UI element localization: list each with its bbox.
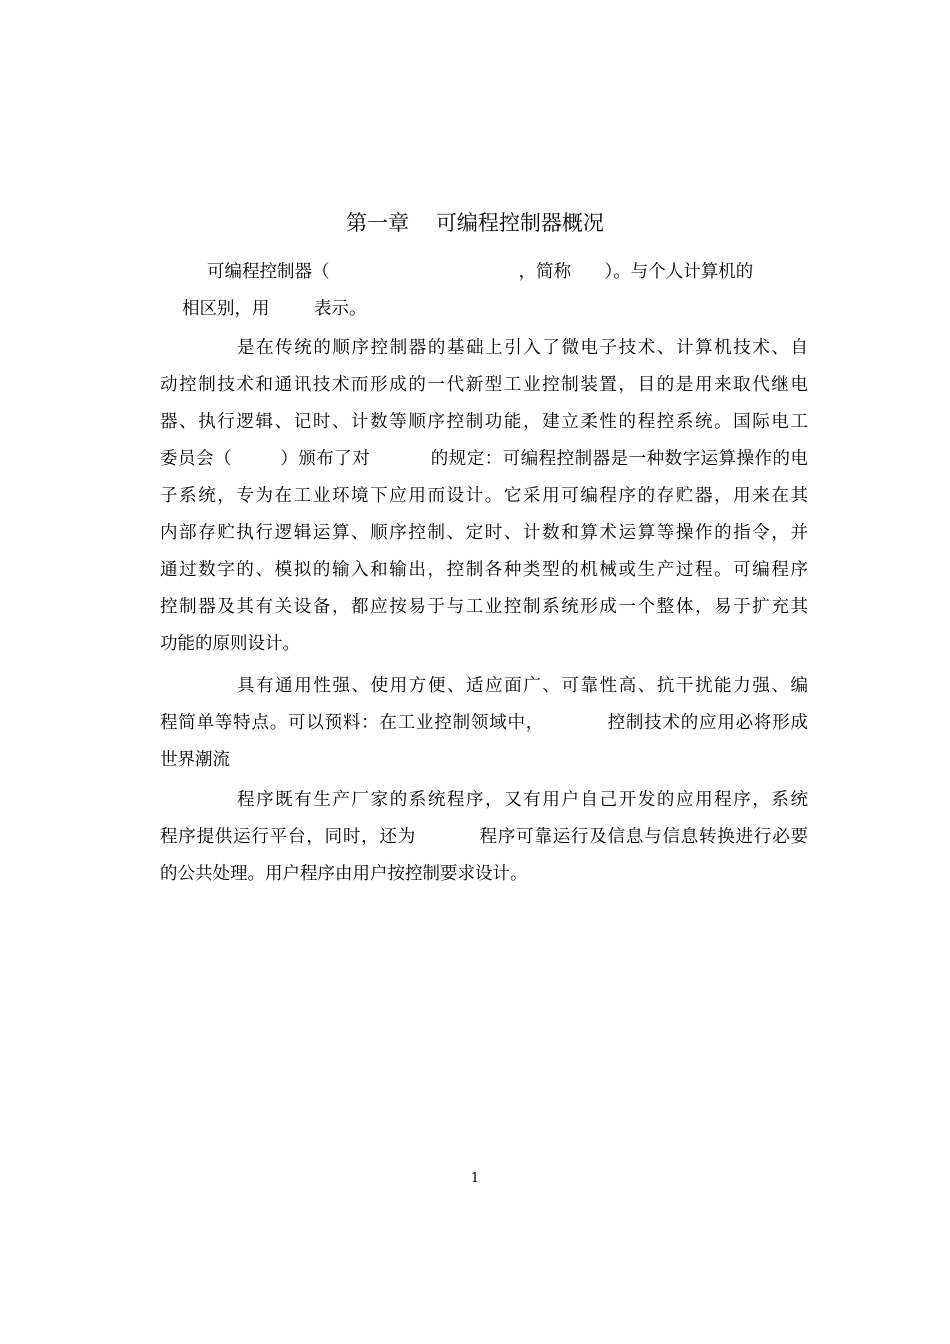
paragraph-2-line-3: 器、执行逻辑、记时、计数等顺序控制功能，建立柔性的程控系统。国际电工 <box>160 412 808 432</box>
page-number: 1 <box>470 1171 480 1186</box>
paragraph-4-line-3: 的公共处理。用户程序由用户按控制要求设计。 <box>160 864 528 884</box>
chapter-title: 第一章 可编程控制器概况 <box>346 211 604 235</box>
paragraph-3-line-3: 世界潮流 <box>160 750 230 770</box>
paragraph-2-line-8: 控制器及其有关设备，都应按易于与工业控制系统形成一个整体，易于扩充其 <box>160 597 808 617</box>
paragraph-2-line-5: 子系统，专为在工业环境下应用而设计。它采用可编程序的存贮器，用来在其 <box>160 486 808 506</box>
paragraph-2-line-2: 动控制技术和通讯技术而形成的一代新型工业控制装置，目的是用来取代继电 <box>160 375 808 395</box>
paragraph-3-line-1: 具有通用性强、使用方便、适应面广、可靠性高、抗干扰能力强、编 <box>237 676 808 696</box>
paragraph-2-line-6: 内部存贮执行逻辑运算、顺序控制、定时、计数和算术运算等操作的指令，并 <box>160 523 808 543</box>
paragraph-3-line-2: 程简单等特点。可以预料：在工业控制领域中， 控制技术的应用必将形成 <box>160 713 808 733</box>
paragraph-1-line-2: 相区别，用 表示。 <box>182 299 367 319</box>
paragraph-4-line-2: 程序提供运行平台，同时，还为 程序可靠运行及信息与信息转换进行必要 <box>160 827 808 847</box>
paragraph-1-line-1: 可编程控制器（ ，简称 ）。与个人计算机的 <box>207 262 754 282</box>
paragraph-2-line-7: 通过数字的、模拟的输入和输出，控制各种类型的机械或生产过程。可编程序 <box>160 560 808 580</box>
paragraph-4-line-1: 程序既有生产厂家的系统程序，又有用户自己开发的应用程序，系统 <box>237 790 808 810</box>
paragraph-2-line-1: 是在传统的顺序控制器的基础上引入了微电子技术、计算机技术、自 <box>237 338 808 358</box>
paragraph-2-line-9: 功能的原则设计。 <box>160 634 300 654</box>
paragraph-2-line-4: 委员会（ ）颁布了对 的规定：可编程控制器是一种数字运算操作的电 <box>160 449 808 469</box>
